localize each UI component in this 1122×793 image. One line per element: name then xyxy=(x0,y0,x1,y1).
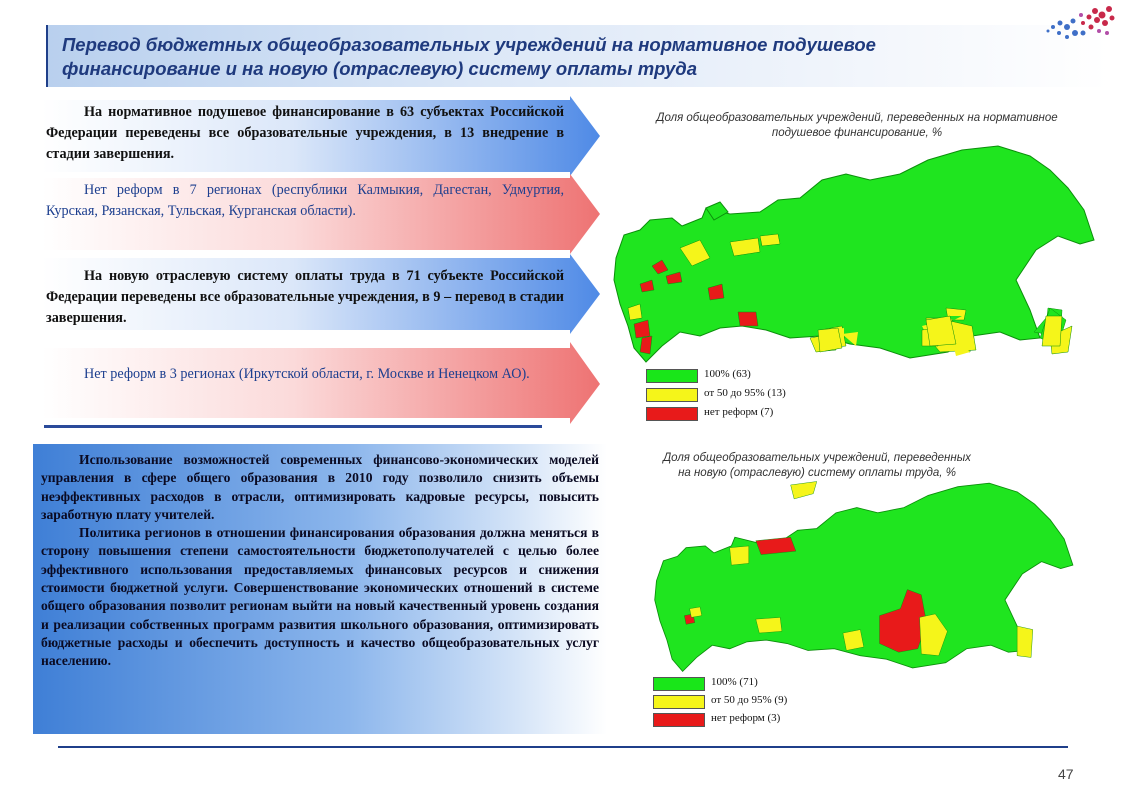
title-banner xyxy=(46,25,1110,87)
legend-swatch-red xyxy=(653,713,705,727)
panel-text: Нет реформ в 7 регионах (республики Калмыкия, Дагестан, Удмуртия, Курская, Рязанская, Тульская, Курганская области). xyxy=(46,182,564,219)
info-text xyxy=(41,451,599,671)
title-line-1: Перевод бюджетных общеобразовательных учреждений на нормативное подушевое xyxy=(62,34,876,55)
info-paragraph-1: Использование возможностей современных финансово-экономических моделей управления в сфере общего образования в 2010 году позволило снизить объемы неэффективных расходов в отрасли, оптимизировать кадровые ресурсы, повысить заработную плату учителей. xyxy=(41,452,599,522)
legend-label: нет реформ (7) xyxy=(704,406,774,418)
arrow-panel-subsidy xyxy=(42,96,600,176)
arrow-panel-no-reform-1 xyxy=(42,174,600,254)
map1-title-line1: Доля общеобразовательных учреждений, переведенных на нормативное xyxy=(656,112,1058,124)
page-number: 47 xyxy=(1058,766,1074,782)
legend-swatch-green xyxy=(646,369,698,383)
legend-label: 100% (63) xyxy=(704,368,751,380)
legend-swatch-yellow xyxy=(646,388,698,402)
panel-text: Нет реформ в 3 регионах (Иркутской области, г. Москве и Ненецком АО). xyxy=(84,366,530,382)
map2-title xyxy=(612,451,1022,481)
panel-text: На новую отраслевую систему оплаты труда в 71 субъекте Российской Федерации переведены все образовательные учреждения, в 9 – перевод в стадии завершения. xyxy=(46,268,564,326)
legend-label: от 50 до 95% (13) xyxy=(704,387,786,399)
legend-swatch-green xyxy=(653,677,705,691)
page-title xyxy=(62,33,1062,81)
title-line-2: финансирование и на новую (отраслевую) систему оплаты труда xyxy=(62,58,697,79)
map1-title-line2: подушевое финансирование, % xyxy=(771,127,943,139)
legend-label: нет реформ (3) xyxy=(711,712,781,724)
legend-swatch-red xyxy=(646,407,698,421)
logo-dots-icon xyxy=(1045,5,1117,43)
panel-text: На нормативное подушевое финансирование в 63 субъектах Российской Федерации переведены все образовательные учреждения, в 13 внедрение в стадии завершения. xyxy=(46,104,564,162)
info-box xyxy=(33,444,607,734)
map1-title xyxy=(612,111,1102,141)
legend-swatch-yellow xyxy=(653,695,705,709)
map2-title-line1: Доля общеобразовательных учреждений, переведенных xyxy=(663,452,971,464)
map2-title-line2: на новую (отраслевую) систему оплаты труда, % xyxy=(678,467,956,479)
russia-map-salary xyxy=(620,478,1105,674)
legend-label: от 50 до 95% (9) xyxy=(711,694,788,706)
divider xyxy=(44,425,542,428)
legend-label: 100% (71) xyxy=(711,676,758,688)
arrow-panel-salary xyxy=(42,254,600,334)
russia-map-subsidy xyxy=(610,140,1105,365)
footer-line xyxy=(58,746,1068,748)
info-paragraph-2: Политика регионов в отношении финансирования образования должна меняться в сторону повышения степени самостоятельности бюджетополучателей с целью более эффективного использования предоставляемых финансовых ресурсов и снижения стоимости бюджетной услуги. Совершенствование экономических отношений в системе общего образования позволит регионам выйти на новый качественный уровень создания и реализации собственных программ развития школьного образования, оптимизировать бюджетные расходы и обеспечить доступность и качество общеобразовательных услуг населению. xyxy=(41,525,599,669)
arrow-panel-no-reform-2 xyxy=(42,342,600,424)
